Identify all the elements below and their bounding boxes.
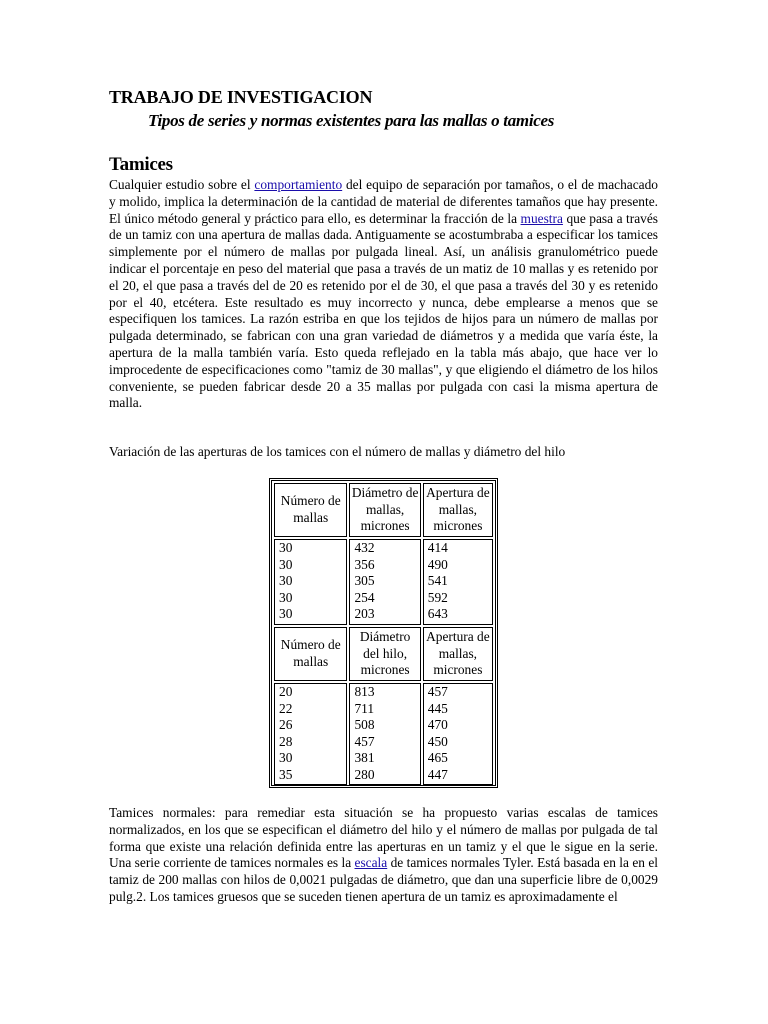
column-mallas — [274, 683, 347, 785]
table-cell-value: 305 — [354, 573, 375, 589]
paragraph-tamices-normales — [109, 805, 658, 906]
link-muestra[interactable]: muestra — [520, 210, 563, 226]
table-cell-value: 465 — [427, 750, 448, 766]
column-diametro — [349, 683, 420, 785]
document-subtitle: Tipos de series y normas existentes para las mallas o tamices — [148, 111, 555, 130]
table-cell-value: 280 — [354, 766, 375, 782]
paragraph-text: del equipo de separación por tamaños, o el de machacado y molido, implica la determinación de la cantidad de material de diferentes tamaños que hay presente. El único método general y práctico para ello, es determinar la fracción de la — [109, 177, 659, 226]
table-cell-value: 541 — [427, 573, 448, 589]
header-cell: Número de mallas — [274, 627, 347, 681]
table-data-block — [274, 683, 493, 785]
table-cell-value: 30 — [279, 556, 293, 572]
link-escala[interactable]: escala — [354, 855, 388, 871]
table-cell-value: 30 — [279, 540, 293, 555]
header-cell: Número de mallas — [274, 483, 347, 537]
table-cell-value: 457 — [427, 684, 448, 699]
table-caption: Variación de las aperturas de los tamices con el número de mallas y diámetro del hilo — [109, 444, 566, 459]
document-title: TRABAJO DE INVESTIGACION — [109, 87, 373, 107]
column-apertura — [423, 539, 493, 625]
column-diametro — [349, 539, 420, 625]
sieve-table — [269, 478, 498, 788]
table-cell-value: 490 — [427, 556, 448, 572]
header-cell: Diámetro del hilo, micrones — [349, 627, 420, 681]
table-data-block — [274, 539, 493, 625]
table-header-row — [274, 627, 493, 681]
table-cell-value: 381 — [354, 750, 375, 766]
table-cell-value: 450 — [427, 733, 448, 749]
table-cell-value: 414 — [427, 540, 448, 555]
table-cell-value: 203 — [354, 606, 375, 622]
table-cell-value: 28 — [279, 733, 293, 749]
section-heading: Tamices — [109, 154, 173, 175]
table-cell-value: 30 — [279, 606, 293, 622]
table-cell-value: 30 — [279, 573, 293, 589]
paragraph-text: Tamices normales: para remediar esta situación se ha propuesto varias escalas de tamices normalizados, en los que se especifican el diámetro del hilo y el número de mallas por pulgada de tal forma que existe una relación definida entre las aperturas en un tamiz y el que le sigue en la serie. Una serie corriente de tamices normales es la — [109, 805, 658, 871]
table-header-row — [274, 483, 493, 537]
table-cell-value: 356 — [354, 556, 375, 572]
paragraph-text: de tamices normales Tyler. Está basada en la en el tamiz de 200 mallas con hilos de 0,0021 pulgadas de diámetro, que dan una superficie libre de 0,0029 pulg.2. Los tamices gruesos que se suceden tienen apertura de un tamiz es aproximadamente el — [109, 855, 658, 904]
table-cell-value: 22 — [279, 700, 293, 716]
table-cell-value: 813 — [354, 684, 375, 699]
column-apertura — [423, 683, 493, 785]
paragraph-tamices — [109, 177, 658, 412]
table-cell-value: 592 — [427, 589, 448, 605]
table-cell-value: 447 — [427, 766, 448, 782]
table-cell-value: 432 — [354, 540, 375, 555]
table-cell-value: 254 — [354, 589, 375, 605]
paragraph-text: Cualquier estudio sobre el — [109, 177, 255, 192]
column-mallas — [274, 539, 347, 625]
table-cell-value: 508 — [354, 717, 375, 733]
table-cell-value: 457 — [354, 733, 375, 749]
table-cell-value: 35 — [279, 766, 293, 782]
table-cell-value: 711 — [354, 700, 375, 716]
paragraph-text: que pasa a través de un tamiz con una apertura de mallas dada. Antiguamente se acostumbraba a especificar los tamices simplemente por el número de mallas por pulgada lineal. Así, un análisis granulométrico puede indicar el porcentaje en peso del material que pasa a través de un matiz de 10 mallas y es retenido por el 20, el que pasa a través del de 20 es retenido por el de 30, el que pasa a través del 30 y es retenido por el 40, etcétera. Este resultado es muy incorrecto y nunca, debe emplearse a menos que se especifiquen los tamices. La razón estriba en que los tejidos de hijos para un número de mallas por pulgada determinado, se fabrican con una gran variedad de diámetros y a medida que varía éste, la apertura de la malla también varía. Esto queda reflejado en la tabla más abajo, que hace ver lo improcedente de especificaciones como "tamiz de 30 mallas", y que eligiendo el diámetro de los hilos conveniente, se pueden fabricar desde 20 a 35 mallas por pulgada con casi la misma apertura de malla. — [109, 210, 659, 411]
table-cell-value: 30 — [279, 750, 293, 766]
header-cell: Apertura de mallas, micrones — [423, 483, 493, 537]
link-comportamiento[interactable]: comportamiento — [254, 177, 343, 192]
table-cell-value: 470 — [427, 717, 448, 733]
header-cell: Diámetro de mallas, micrones — [349, 483, 420, 537]
table-cell-value: 445 — [427, 700, 448, 716]
table-cell-value: 643 — [427, 606, 448, 622]
header-cell: Apertura de mallas, micrones — [423, 627, 493, 681]
table-cell-value: 20 — [279, 684, 293, 699]
table-cell-value: 26 — [279, 717, 293, 733]
table-cell-value: 30 — [279, 589, 293, 605]
